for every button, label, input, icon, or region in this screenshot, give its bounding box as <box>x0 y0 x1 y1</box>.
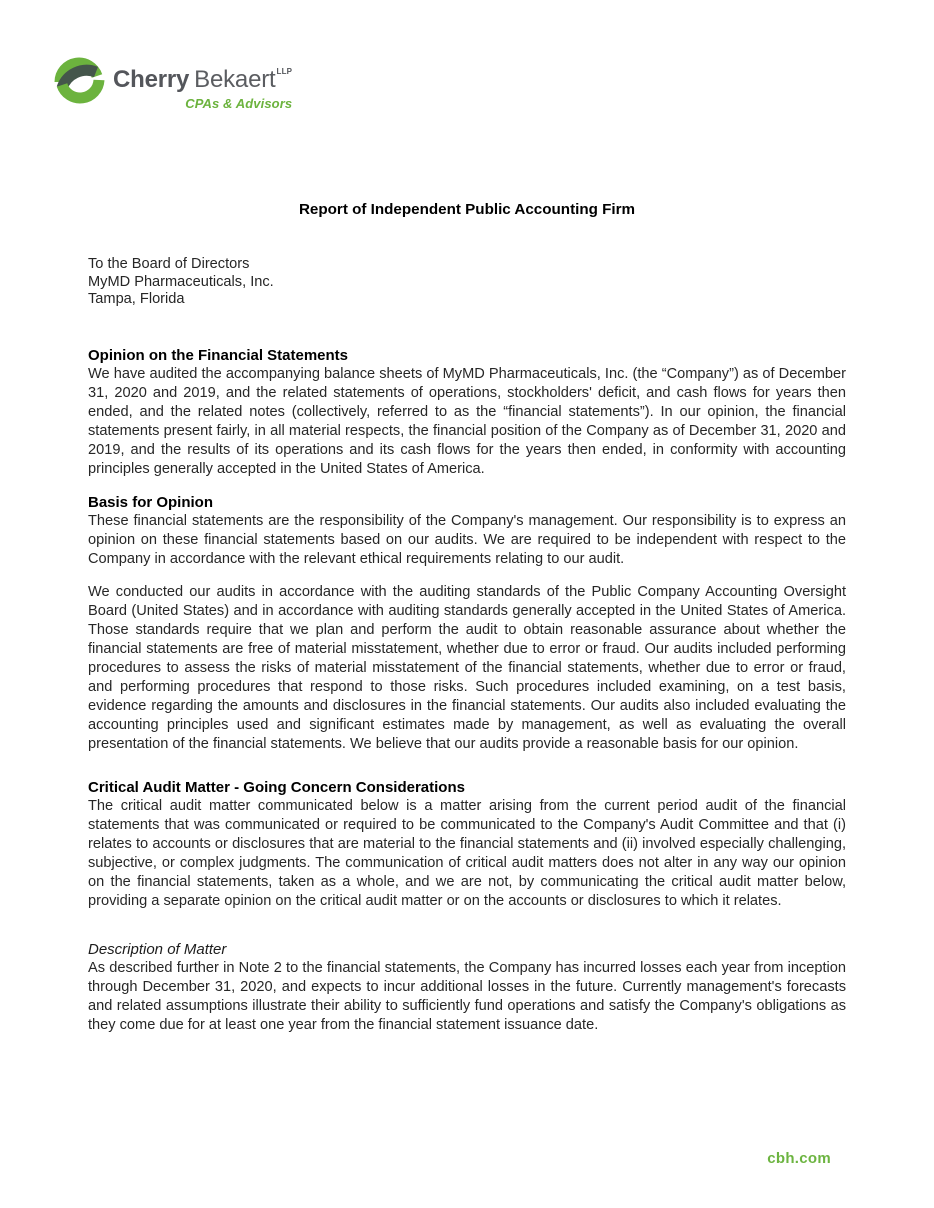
section-heading-description: Description of Matter <box>88 941 227 958</box>
footer <box>767 1150 831 1167</box>
brand-name-cherry: Cherry <box>113 66 190 93</box>
section-heading-critical: Critical Audit Matter - Going Concern Considerations <box>88 779 465 796</box>
logo-text <box>113 60 292 111</box>
addressee-line-city: Tampa, Florida <box>88 291 185 308</box>
addressee-line-board: To the Board of Directors <box>88 256 250 272</box>
brand-name-bekaert: Bekaert <box>194 66 276 93</box>
section-heading-basis: Basis for Opinion <box>88 494 214 511</box>
paragraph-critical: The critical audit matter communicated below is a matter arising from the current period audit of the financial statements that was communicated or required to be communicated to the Company's Audit Committee and that (i) relates to accounts or disclosures that are material to the financial statements and (ii) involved especially challenging, subjective, or complex judgments. The communication of critical audit matters does not alter in any way our opinion on the financial statements, taken as a whole, and we are not, by communicating the critical audit matter below, providing a separate opinion on the critical audit matter or on the accounts or disclosures to which it relates. <box>88 798 846 909</box>
report-title: Report of Independent Public Accounting Firm <box>298 201 636 218</box>
addressee-line-company: MyMD Pharmaceuticals, Inc. <box>88 273 274 290</box>
brand-name <box>113 60 292 92</box>
addressee-block <box>88 256 274 309</box>
paragraph-opinion: We have audited the accompanying balance sheets of MyMD Pharmaceuticals, Inc. (the “Company”) as of December 31, 2020 and 2019, and the related statements of operations, stockholders' deficit, and cash flows for years then ended, and the related notes (collectively, referred to as the “financial statements”). In our opinion, the financial statements present fairly, in all material respects, the financial position of the Company as of December 31, 2020 and 2019, and the results of its operations and its cash flows for the years then ended, in conformity with accounting principles generally accepted in the United States of America. <box>88 366 846 477</box>
cherry-bekaert-logo-icon <box>52 52 106 108</box>
section-critical-audit-matter <box>88 778 846 911</box>
section-opinion <box>88 346 846 479</box>
section-description-of-matter <box>88 940 846 1035</box>
section-basis-for-opinion <box>88 493 846 754</box>
paragraph-description: As described further in Note 2 to the financial statements, the Company has incurred losses each year from inception through December 31, 2020, and expects to incur additional losses in the future. Currently management's forecasts and related assumptions illustrate their ability to sufficiently fund operations and satisfy the Company's obligations as they come due for at least one year from the financial statement issuance date. <box>88 960 846 1033</box>
brand-llp-suffix: LLP <box>276 67 293 76</box>
cherry-bekaert-logo <box>52 52 292 111</box>
section-heading-opinion: Opinion on the Financial Statements <box>88 347 349 364</box>
paragraph-basis-2: We conducted our audits in accordance with the auditing standards of the Public Company Accounting Oversight Board (United States) and in accordance with auditing standards generally accepted in the United States of America. Those standards require that we plan and perform the audit to obtain reasonable assurance about whether the financial statements are free of material misstatement, whether due to error or fraud. Our audits included performing procedures to assess the risks of material misstatement of the financial statements, whether due to error or fraud, and performing procedures that respond to those risks. Such procedures included examining, on a test basis, evidence regarding the amounts and disclosures in the financial statements. Our audits also included evaluating the accounting principles used and significant estimates made by management, as well as evaluating the overall presentation of the financial statements. We believe that our audits provide a reasonable basis for our opinion. <box>88 584 846 752</box>
paragraph-basis-1: These financial statements are the responsibility of the Company's management. Our responsibility is to express an opinion on these financial statements based on our audits. We are required to be independent with respect to the Company in accordance with the relevant ethical requirements relating to our audit. <box>88 513 846 567</box>
logo-tagline: CPAs & Advisors <box>185 96 293 111</box>
footer-website: cbh.com <box>767 1150 831 1167</box>
